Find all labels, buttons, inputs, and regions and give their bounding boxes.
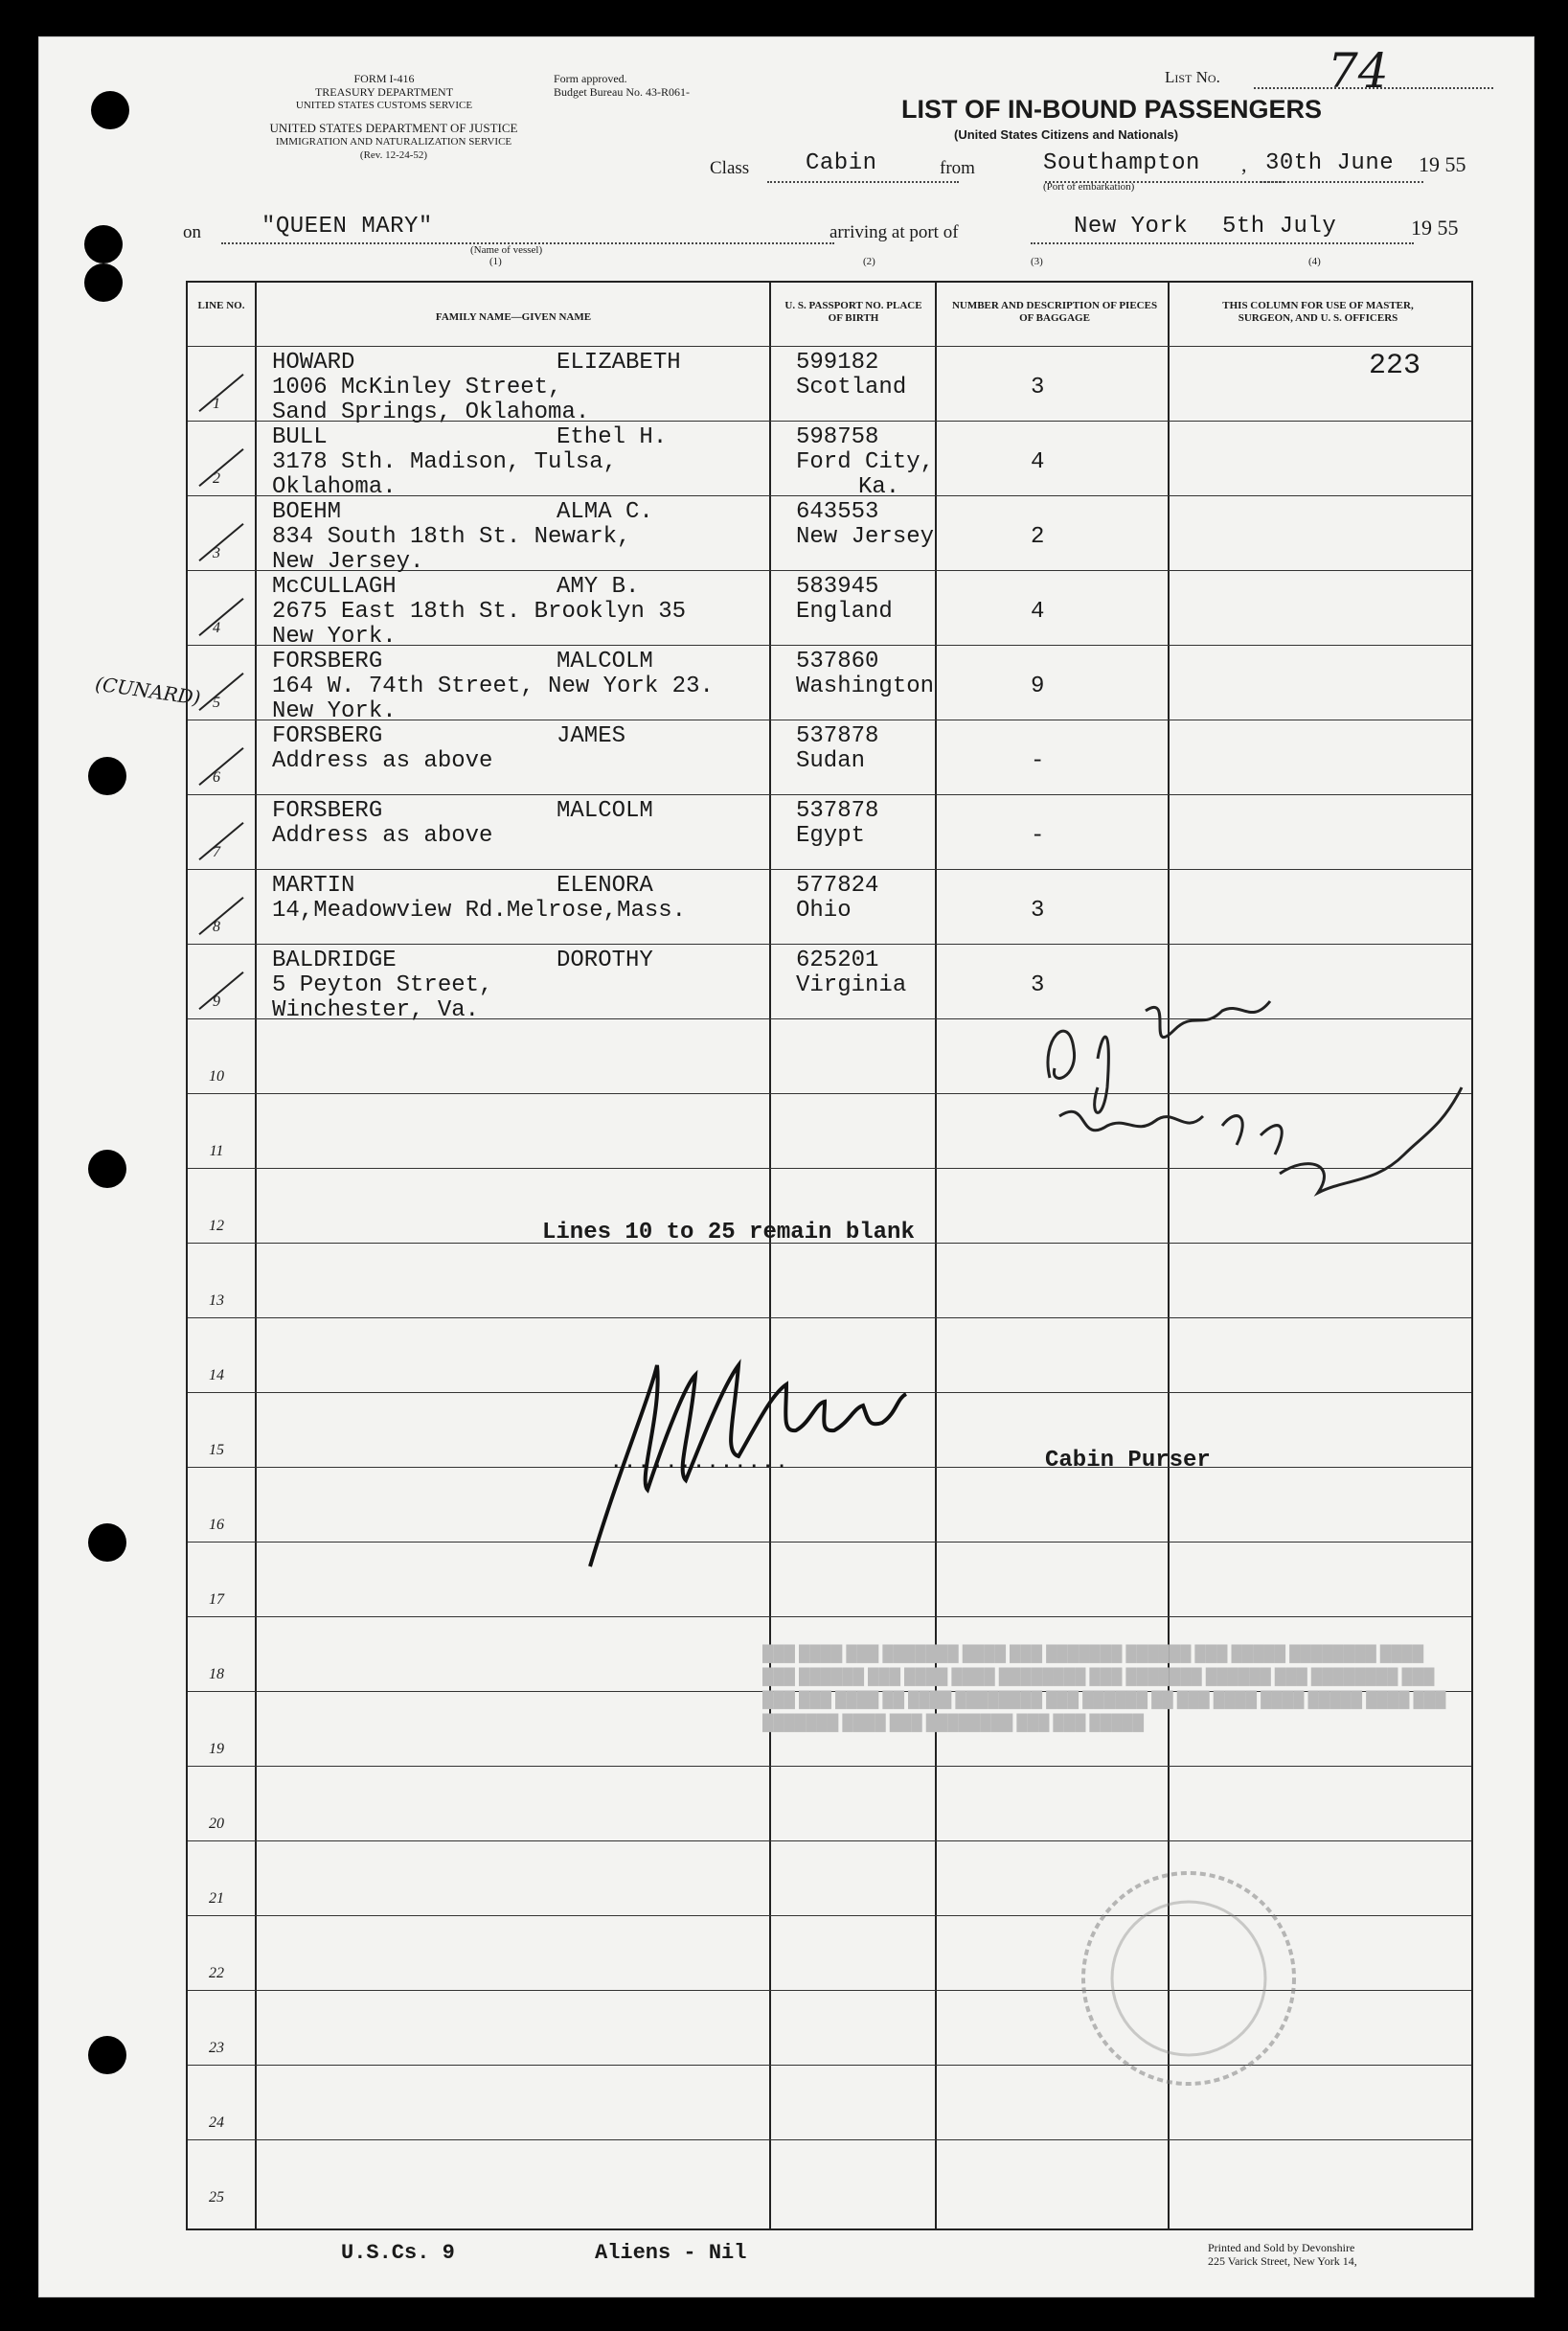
arrival-year: 19 55 [1411,216,1459,240]
line-number: 25 [209,2189,224,2205]
binder-hole [91,91,129,129]
row-divider [188,944,1471,945]
line-number: 19 [209,1741,224,1757]
passenger-address-line-1: Address as above [272,748,493,774]
passenger-address-line-1: 164 W. 74th Street, New York 23. [272,674,714,699]
arrival-port: New York [1074,214,1189,240]
passenger-family-name: MARTIN [272,873,355,899]
passenger-address-line-2: Winchester, Va. [272,997,480,1023]
line-number: 1 [213,396,220,412]
passenger-given-name: DOROTHY [557,948,653,973]
justice-dept: UNITED STATES DEPARTMENT OF JUSTICE [269,121,518,135]
line-number: 24 [209,2114,224,2131]
binder-hole [88,2036,126,2074]
col-mark-1: (1) [489,256,502,267]
line-number: 12 [209,1218,224,1234]
passenger-address-line-1: 3178 Sth. Madison, Tulsa, [272,449,618,475]
row-divider [188,2139,1471,2140]
line-number: 16 [209,1517,224,1533]
binder-hole [88,757,126,795]
baggage-count: 4 [1031,599,1045,625]
passport-number: 599182 [796,350,879,376]
purser-label: Cabin Purser [1045,1448,1211,1474]
row-divider [188,1317,1471,1318]
line-number: 7 [213,844,220,860]
form-approved: Form approved. [554,72,627,85]
place-of-birth: Virginia [796,972,907,998]
passenger-address-line-1: Address as above [272,823,493,849]
line-number: 20 [209,1816,224,1832]
manifest-sheet: FORM I-416 TREASURY DEPARTMENT UNITED STATES CUSTOMS SERVICE UNITED STATES DEPARTMENT OF JUSTICE IMMIGRATION AND NATURALIZATION SERVICE (Rev. 12-24-52) Form approved. Budget Bureau No. 43-R061- List No. 74 LIST OF IN-BOUND PASSENGERS (United States Citizens and Nationals) Class Cabin from Southampton (Port of embarkation) , 30th June 19 55 on "QUEEN MARY" (Name of vessel) (1) arriving at port of New York 5th July 19 55 (2) (3) (4) (CUNARD) U.S.Cs. 9 Aliens - Nil Printed and Sold by Devonshire 225 Varick Street, New York 14, [38,36,1534,2297]
line-number: 5 [213,695,220,711]
passenger-given-name: ELIZABETH [557,350,681,376]
passenger-family-name: BALDRIDGE [272,948,397,973]
port-embarkation-caption: (Port of embarkation) [1043,181,1135,193]
naturalization-stamp [1064,1854,1313,2103]
line-number: 22 [209,1965,224,1981]
arrival-date: 5th July [1222,214,1337,240]
line-number: 23 [209,2040,224,2056]
place-of-birth: Washington [796,674,935,699]
passenger-address-line-1: 5 Peyton Street, [272,972,493,998]
place-of-birth-continued: Ka. [858,474,900,500]
passenger-family-name: HOWARD [272,350,355,376]
passenger-address-line-2: Oklahoma. [272,474,397,500]
place-of-birth: England [796,599,893,625]
list-number-handwritten: 74 [1328,43,1389,99]
col-header-passport: U. S. PASSPORT NO. PLACE OF BIRTH [784,300,922,324]
passenger-given-name: MALCOLM [557,649,653,674]
baggage-count: 4 [1031,449,1045,475]
passenger-address-line-2: New York. [272,698,397,724]
ins-service: IMMIGRATION AND NATURALIZATION SERVICE [275,136,512,148]
row-divider [188,794,1471,795]
embarkation-year: 19 55 [1419,152,1466,176]
line-number: 2 [213,470,220,487]
passenger-given-name: AMY B. [557,574,640,600]
col-header-line-no: LINE NO. [197,300,245,311]
row-divider [188,1766,1471,1767]
arriving-label: arriving at port of [829,222,959,242]
footer-code: U.S.Cs. 9 [341,2241,455,2265]
customs-service: UNITED STATES CUSTOMS SERVICE [295,100,473,111]
place-of-birth: Ford City, [796,449,935,475]
passenger-address-line-1: 834 South 18th St. Newark, [272,524,631,550]
printer-line-2: 225 Varick Street, New York 14, [1208,2254,1357,2268]
baggage-count: 2 [1031,524,1045,550]
officer-number: 223 [1369,350,1421,382]
passport-number: 537878 [796,798,879,824]
passenger-given-name: MALCOLM [557,798,653,824]
on-label: on [183,222,201,242]
vessel-name: "QUEEN MARY" [261,214,433,240]
passport-number: 625201 [796,948,879,973]
col-header-baggage: NUMBER AND DESCRIPTION OF PIECES OF BAGGAGE [951,300,1158,324]
officer-signatures [1031,972,1471,1231]
line-number: 3 [213,545,220,561]
line-number: 9 [213,994,220,1010]
binder-hole [84,263,123,302]
passenger-address-line-1: 14,Meadowview Rd.Melrose,Mass. [272,898,687,924]
passport-number: 643553 [796,499,879,525]
rev-date: (Rev. 12-24-52) [359,149,428,161]
place-of-birth: Sudan [796,748,866,774]
binder-hole [88,1150,126,1188]
line-number: 11 [209,1143,224,1159]
blank-lines-note: Lines 10 to 25 remain blank [542,1220,915,1245]
col-mark-3: (3) [1031,256,1043,267]
baggage-count: - [1031,748,1045,774]
binder-hole [88,1523,126,1562]
passenger-family-name: FORSBERG [272,649,383,674]
row-divider [188,1616,1471,1617]
passenger-given-name: Ethel H. [557,424,668,450]
line-number: 18 [209,1666,224,1682]
baggage-count: 3 [1031,972,1045,998]
printer-line-1: Printed and Sold by Devonshire [1208,2241,1355,2254]
line-number: 21 [209,1890,224,1907]
line-number: 8 [213,919,220,935]
passenger-family-name: McCULLAGH [272,574,397,600]
embarkation-date: 30th June [1265,150,1395,176]
baggage-count: 9 [1031,674,1045,699]
passport-number: 577824 [796,873,879,899]
from-label: from [940,158,975,178]
passenger-address-line-2: New York. [272,624,397,650]
passport-number: 537860 [796,649,879,674]
margin-note-cunard: (CUNARD) [93,672,202,710]
footer-aliens: Aliens - Nil [595,2241,747,2265]
passenger-family-name: BULL [272,424,328,450]
baggage-count: 3 [1031,375,1045,400]
line-number: 10 [209,1068,224,1085]
passenger-address-line-2: New Jersey. [272,549,424,575]
vessel-caption: (Name of vessel) [470,244,543,256]
class-value: Cabin [806,150,877,176]
treasury-dept: TREASURY DEPARTMENT [314,85,454,99]
line-number: 6 [213,769,220,786]
baggage-count: - [1031,823,1045,849]
place-of-birth: Scotland [796,375,907,400]
col-mark-2: (2) [863,256,875,267]
place-of-birth: Ohio [796,898,852,924]
passenger-table: LINE NO. FAMILY NAME—GIVEN NAME U. S. PASSPORT NO. PLACE OF BIRTH NUMBER AND DESCRIPTION OF PIECES OF BAGGAGE THIS COLUMN FOR USE OF MASTER, SURGEON, AND U. S. OFFICERS 1 2 3 4 5 6 7 8 9 10 11 12 13 14 15 16 17 18 19 20 21 22 23 24 25 HOWARD ELIZABETH 1006 McKinley Street, Sand Springs, Oklahoma. 599182 Scotland 3 BULL Ethel H. 3178 Sth. Madison, Tulsa, Oklahoma. 598758 Ford City, Ka. 4 BOEHM ALMA C. 834 South 18th St. Newark, New Jersey. 643553 New Jersey 2 McCULLAGH AMY B. 2675 East 18th St. Brooklyn 35 New York. 583945 England 4 FORSBERG MALCOLM 164 W. 74th Street, New York 23. New York. 537860 Washington 9 FORSBERG JAMES Address as above 537878 Sudan - FORSBERG MALCOLM Address as above 537878 Egypt - MARTIN ELENORA 14,Meadowview Rd.Melrose,Mass. 577824 Ohio 3 BALDRIDGE DOROTHY 5 Peyton Street, Winchester, Va. 625201 Virginia 3 223 Lines 10 to 25 remain blank ............. Cabin Purser ███ ████ ███ ███████ ████ ███ ███████ ██████ ███ █████ ████████ ████ ███ ██████ ███ ████ ████ ████████ ███ ███████ ██████ ███ ████████ ███ ███ ███ ████ ██ ████ ████████ ███ ██████ ██ ███ ████ ████ █████ ████ ███ ███████ ████ ███ ████████ ███ ███ █████ [186,281,1473,2230]
passport-number: 598758 [796,424,879,450]
place-of-birth: New Jersey [796,524,935,550]
class-label: Class [710,158,750,178]
page-title: LIST OF IN-BOUND PASSENGERS [901,95,1323,124]
place-of-birth: Egypt [796,823,866,849]
passenger-address-line-1: 2675 East 18th St. Brooklyn 35 [272,599,687,625]
passenger-address-line-2: Sand Springs, Oklahoma. [272,400,590,425]
list-no-label: List No. [1165,68,1220,86]
baggage-count: 3 [1031,898,1045,924]
passport-number: 537878 [796,723,879,749]
line-number: 13 [209,1292,224,1309]
row-divider [188,1840,1471,1841]
budget-bureau: Budget Bureau No. 43-R061- [554,85,690,99]
col-header-officers: THIS COLUMN FOR USE OF MASTER, SURGEON, AND U. S. OFFICERS [1222,300,1414,324]
passenger-family-name: BOEHM [272,499,342,525]
passport-number: 583945 [796,574,879,600]
col-header-name: FAMILY NAME—GIVEN NAME [435,311,592,323]
port-of-embarkation: Southampton [1043,150,1200,176]
col-mark-4: (4) [1308,256,1321,267]
purser-signature [580,1327,925,1576]
passenger-given-name: ELENORA [557,873,653,899]
passenger-given-name: ALMA C. [557,499,653,525]
line-number: 15 [209,1442,224,1458]
form-number: FORM I-416 [353,72,415,85]
line-number: 14 [209,1367,224,1383]
passenger-address-line-1: 1006 McKinley Street, [272,375,562,400]
line-number: 4 [213,620,220,636]
binder-hole [84,225,123,263]
page-subtitle: (United States Citizens and Nationals) [954,127,1179,142]
passenger-family-name: FORSBERG [272,798,383,824]
passenger-given-name: JAMES [557,723,626,749]
line-number: 17 [209,1591,224,1608]
passenger-family-name: FORSBERG [272,723,383,749]
row-divider [188,869,1471,870]
